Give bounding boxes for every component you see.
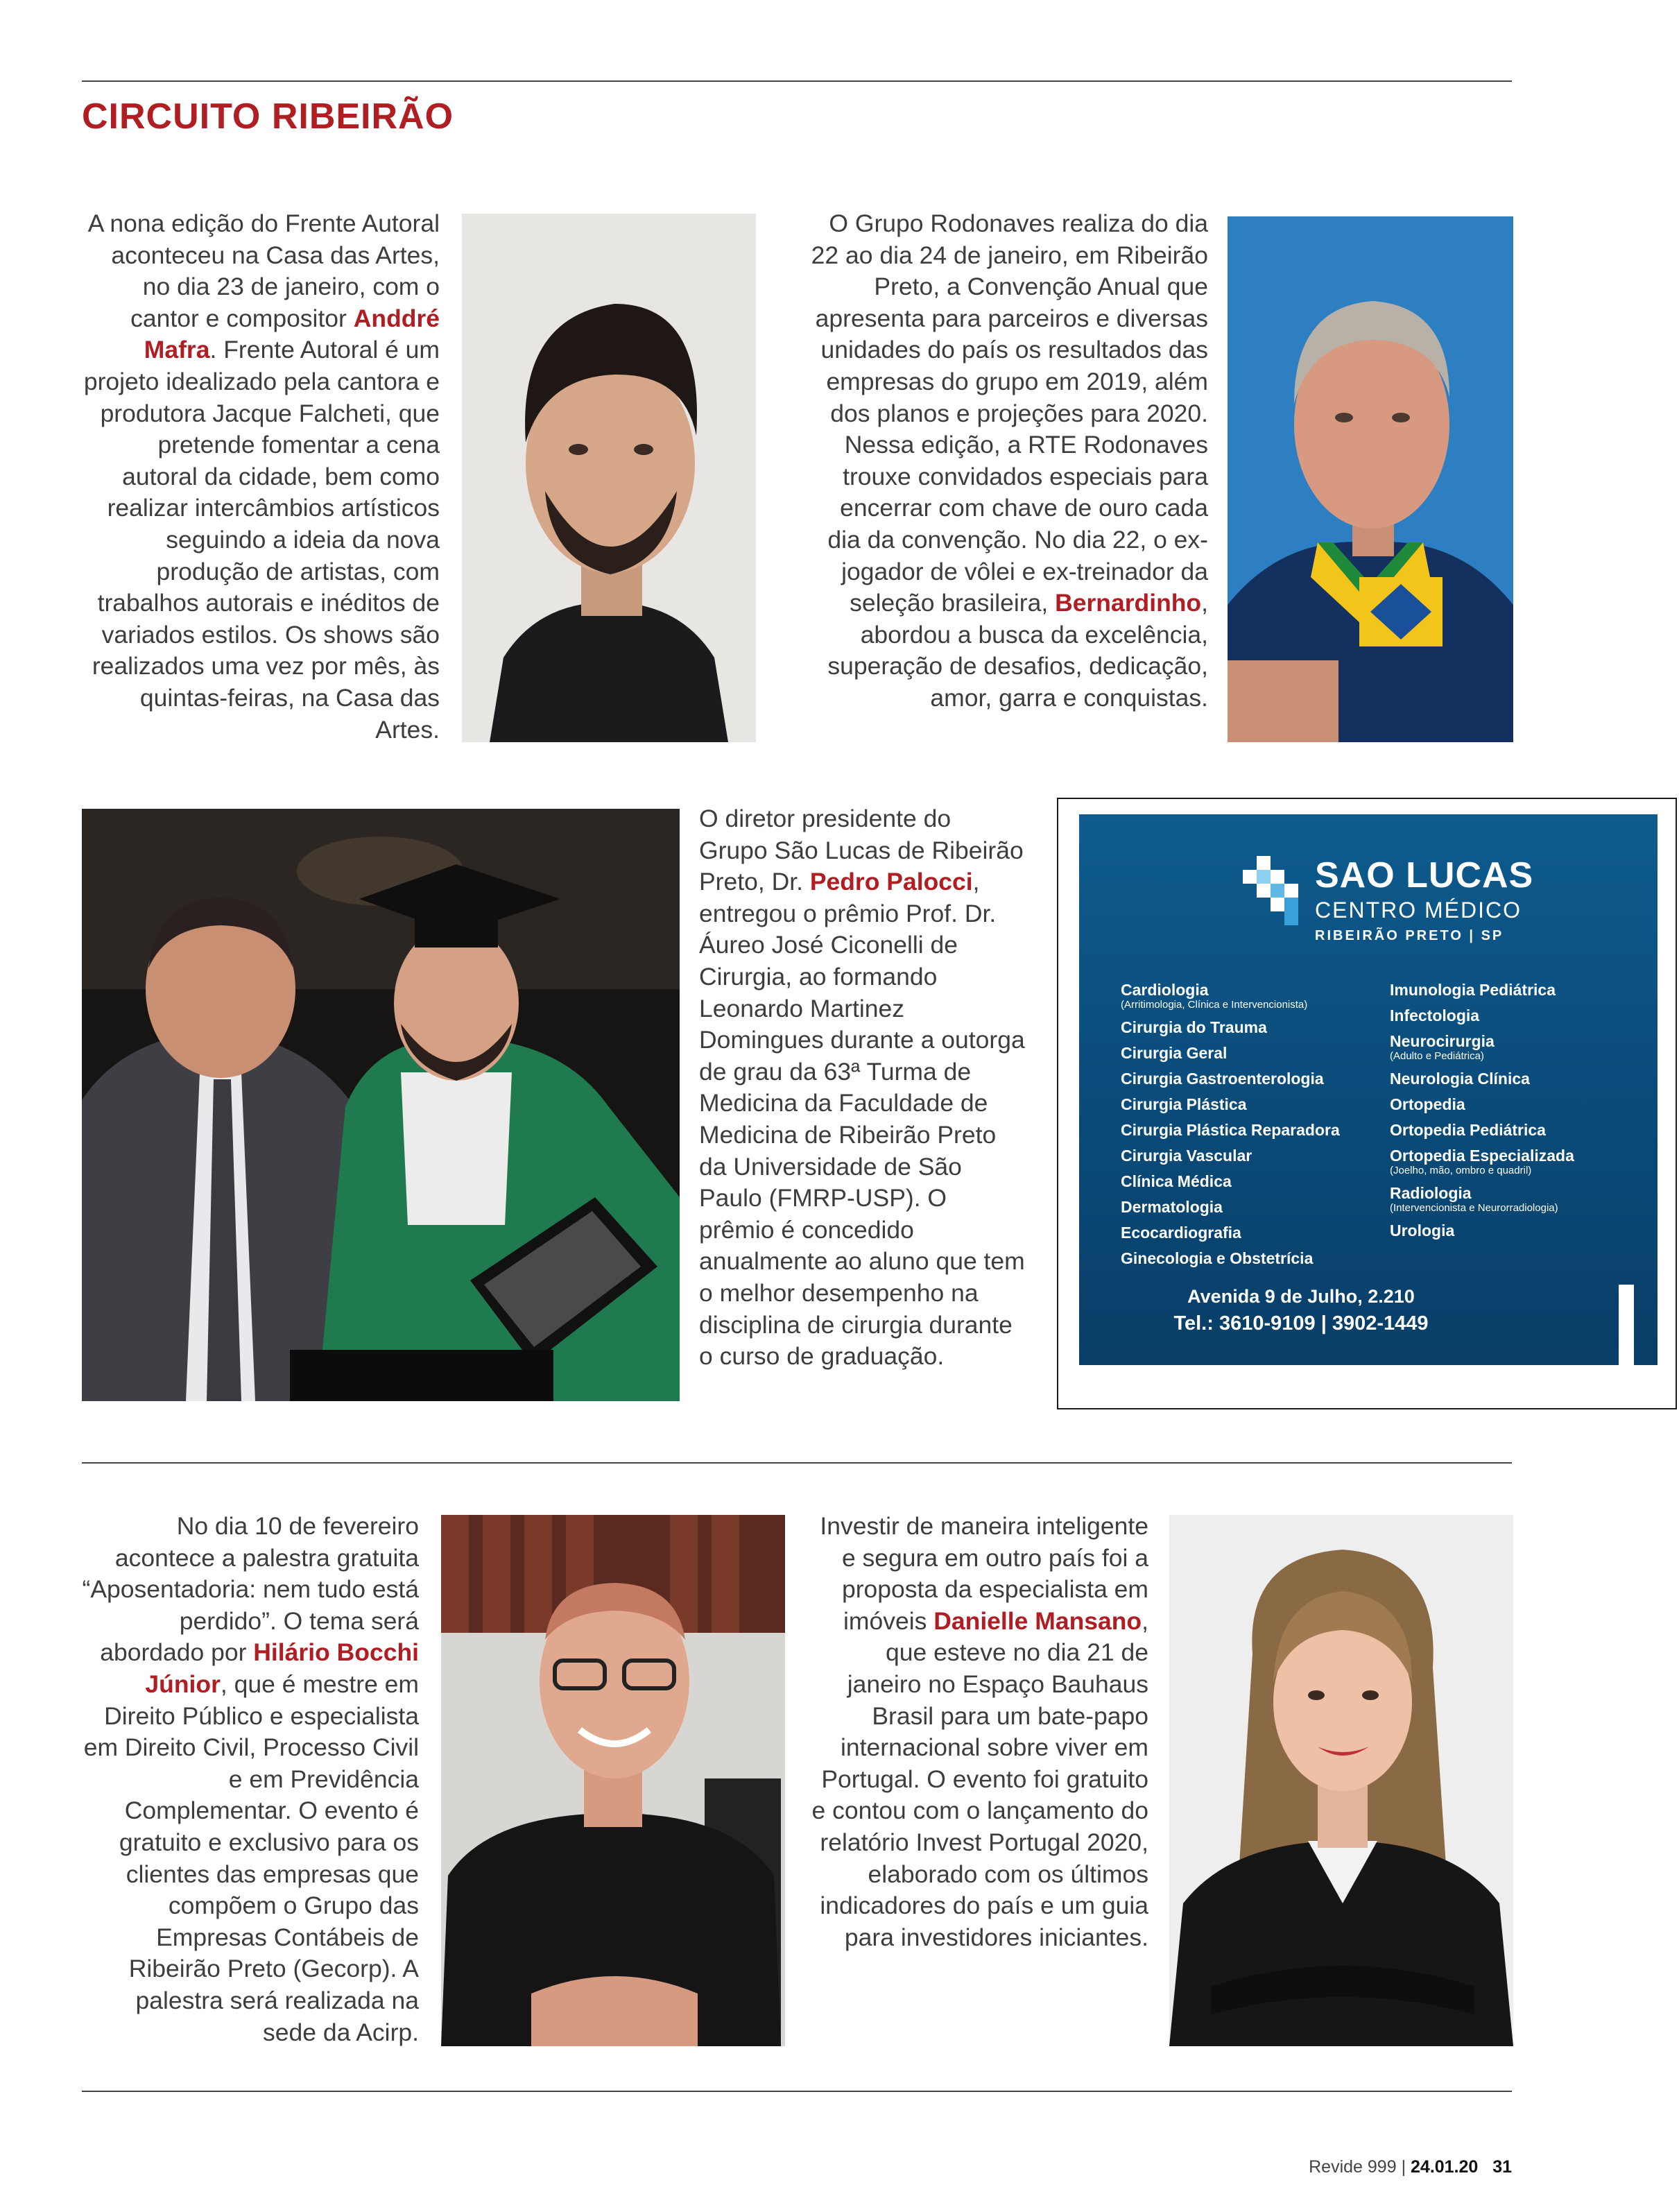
article-text: O Grupo Rodonaves realiza do dia 22 ao dia 24 de janeiro, em Ribeirão Preto, a Convenção Anual que apresenta para parceiros e diversas unidades do país os resultados das empresas do grupo em 2019, além dos planos e projeções para 2020. Nessa edição, a RTE Rodonaves trouxe convidados especiais para encerrar com chave de ouro cada dia da convenção. No dia 22, o ex-jogador de vôlei e ex-treinador da seleção brasileira, bbox=[811, 209, 1208, 617]
person-name: Bernardinho bbox=[1055, 589, 1202, 617]
person-name: Pedro Palocci bbox=[809, 868, 973, 896]
ad-specialties-left bbox=[1121, 981, 1384, 1275]
list-item: Cirurgia Gastroenterologia bbox=[1121, 1070, 1324, 1088]
ad-cross-horizontal bbox=[1079, 1365, 1658, 1380]
list-item: Cardiologia (Arritimologia, Clínica e Intervencionista) bbox=[1121, 981, 1308, 1011]
list-item: Neurologia Clínica bbox=[1390, 1070, 1530, 1088]
list-item: Cirurgia Plástica bbox=[1121, 1095, 1247, 1113]
sao-lucas-ad[interactable] bbox=[1057, 798, 1677, 1409]
list-item: Cirurgia Plástica Reparadora bbox=[1121, 1121, 1340, 1139]
person-name: Anddré Mafra bbox=[144, 304, 440, 364]
list-item: Imunologia Pediátrica bbox=[1390, 981, 1556, 999]
list-item: Ortopedia bbox=[1390, 1095, 1465, 1113]
ad-subtitle: CENTRO MÉDICO bbox=[1315, 898, 1522, 923]
issue-date: 24.01.20 bbox=[1411, 2157, 1479, 2177]
ad-panel bbox=[1079, 814, 1658, 1380]
list-item: Cirurgia do Trauma bbox=[1121, 1018, 1267, 1036]
sao-lucas-logo-icon bbox=[1243, 856, 1298, 925]
list-item: Neurocirurgia (Adulto e Pediátrica) bbox=[1390, 1032, 1495, 1062]
publication-name: Revide 999 bbox=[1309, 2157, 1397, 2177]
article-text: , que esteve no dia 21 de janeiro no Espaço Bauhaus Brasil para um bate-papo internacional sobre viver em Portugal. O evento foi gratuito e contou com o lançamento do relatório Invest Portugal 2020, elaborado com os últimos indicadores do país e um guia para investidores iniciantes. bbox=[811, 1606, 1148, 1951]
article-text: O diretor presidente do Grupo São Lucas de Ribeirão Preto, Dr. bbox=[699, 805, 1024, 896]
article-text: , que é mestre em Direito Público e especialista em Direito Civil, Processo Civil e em Previdência Complementar. O evento é gratuito e exclusivo para os clientes das empresas que compõem o Grupo das Empresas Contábeis de Ribeirão Preto (Gecorp). A palestra será realizada na sede da Acirp. bbox=[83, 1670, 419, 2046]
middle-rule bbox=[82, 1462, 1512, 1464]
list-item: Ecocardiografia bbox=[1121, 1224, 1241, 1242]
photo-danielle-mansano bbox=[1169, 1515, 1513, 2046]
section-title: CIRCUITO RIBEIRÃO bbox=[82, 96, 454, 137]
list-item: Ortopedia Especializada (Joelho, mão, ombro e quadril) bbox=[1390, 1147, 1574, 1176]
photo-anddre-mafra bbox=[462, 214, 756, 742]
ad-brand: SAO LUCAS bbox=[1315, 855, 1534, 895]
list-item: Cirurgia Geral bbox=[1121, 1044, 1228, 1062]
list-item: Ginecologia e Obstetrícia bbox=[1121, 1249, 1314, 1267]
list-item: Urologia bbox=[1390, 1221, 1455, 1240]
article-text: . Frente Autoral é um projeto idealizado pela cantora e produtora Jacque Falcheti, que pretende fomentar a cena autoral da cidade, bem como realizar intercâmbios artísticos seguindo a ideia da nova produção de artistas, com trabalhos autorais e inéditos de variados estilos. Os shows são realizados uma vez por mês, às quintas-feiras, na Casa das Artes. bbox=[83, 336, 440, 744]
article-sao-lucas bbox=[699, 803, 1025, 1373]
person-name: Hilário Bocchi Júnior bbox=[145, 1638, 419, 1698]
photo-hilario-bocchi bbox=[441, 1515, 785, 2046]
article-aposentadoria bbox=[82, 1511, 419, 2048]
article-text: , abordou a busca da excelência, superação de desafios, dedicação, amor, garra e conquistas. bbox=[827, 589, 1208, 712]
article-text: No dia 10 de fevereiro acontece a palestra gratuita “Aposentadoria: nem tudo está perdido”. O tema será abordado por bbox=[82, 1512, 419, 1667]
photo-pedro-palocci bbox=[82, 809, 680, 1401]
ad-address: Avenida 9 de Julho, 2.210 bbox=[1187, 1286, 1415, 1307]
ad-phone[interactable]: Tel.: 3610-9109 | 3902-1449 bbox=[1173, 1312, 1429, 1335]
list-item: Cirurgia Vascular bbox=[1121, 1147, 1252, 1165]
list-item: Radiologia (Intervencionista e Neurorradiologia) bbox=[1390, 1184, 1558, 1214]
list-item: Dermatologia bbox=[1121, 1198, 1223, 1216]
article-rodonaves bbox=[809, 208, 1208, 714]
list-item: Clínica Médica bbox=[1121, 1172, 1232, 1190]
photo-bernardinho bbox=[1228, 216, 1513, 742]
article-frente-autoral bbox=[82, 208, 440, 746]
bottom-rule bbox=[82, 2091, 1512, 2092]
page-number: 31 bbox=[1492, 2157, 1512, 2177]
footer-separator: | bbox=[1401, 2157, 1406, 2177]
list-item: Infectologia bbox=[1390, 1006, 1480, 1024]
ad-city: RIBEIRÃO PRETO | SP bbox=[1315, 928, 1504, 943]
article-text: , entregou o prêmio Prof. Dr. Áureo José Ciconelli de Cirurgia, ao formando Leonardo Martinez Domingues durante a outorga de grau da 63ª Turma de Medicina da Faculdade de Medicina de Ribeirão Preto da Universidade de São Paulo (FMRP-USP). O prêmio é concedido anualmente ao aluno que tem o melhor desempenho na disciplina de cirurgia durante o curso de graduação. bbox=[699, 868, 1025, 1371]
person-name: Danielle Mansano bbox=[933, 1606, 1142, 1635]
page-footer bbox=[1309, 2157, 1512, 2177]
top-rule bbox=[82, 80, 1512, 82]
ad-specialties-right bbox=[1390, 981, 1653, 1247]
article-text: Investir de maneira inteligente e segura em outro país foi a proposta da especialista em imóveis bbox=[820, 1512, 1148, 1635]
article-portugal bbox=[809, 1511, 1148, 1953]
list-item: Ortopedia Pediátrica bbox=[1390, 1121, 1546, 1139]
article-text: A nona edição do Frente Autoral aconteceu na Casa das Artes, no dia 23 de janeiro, com o cantor e compositor bbox=[87, 209, 440, 332]
